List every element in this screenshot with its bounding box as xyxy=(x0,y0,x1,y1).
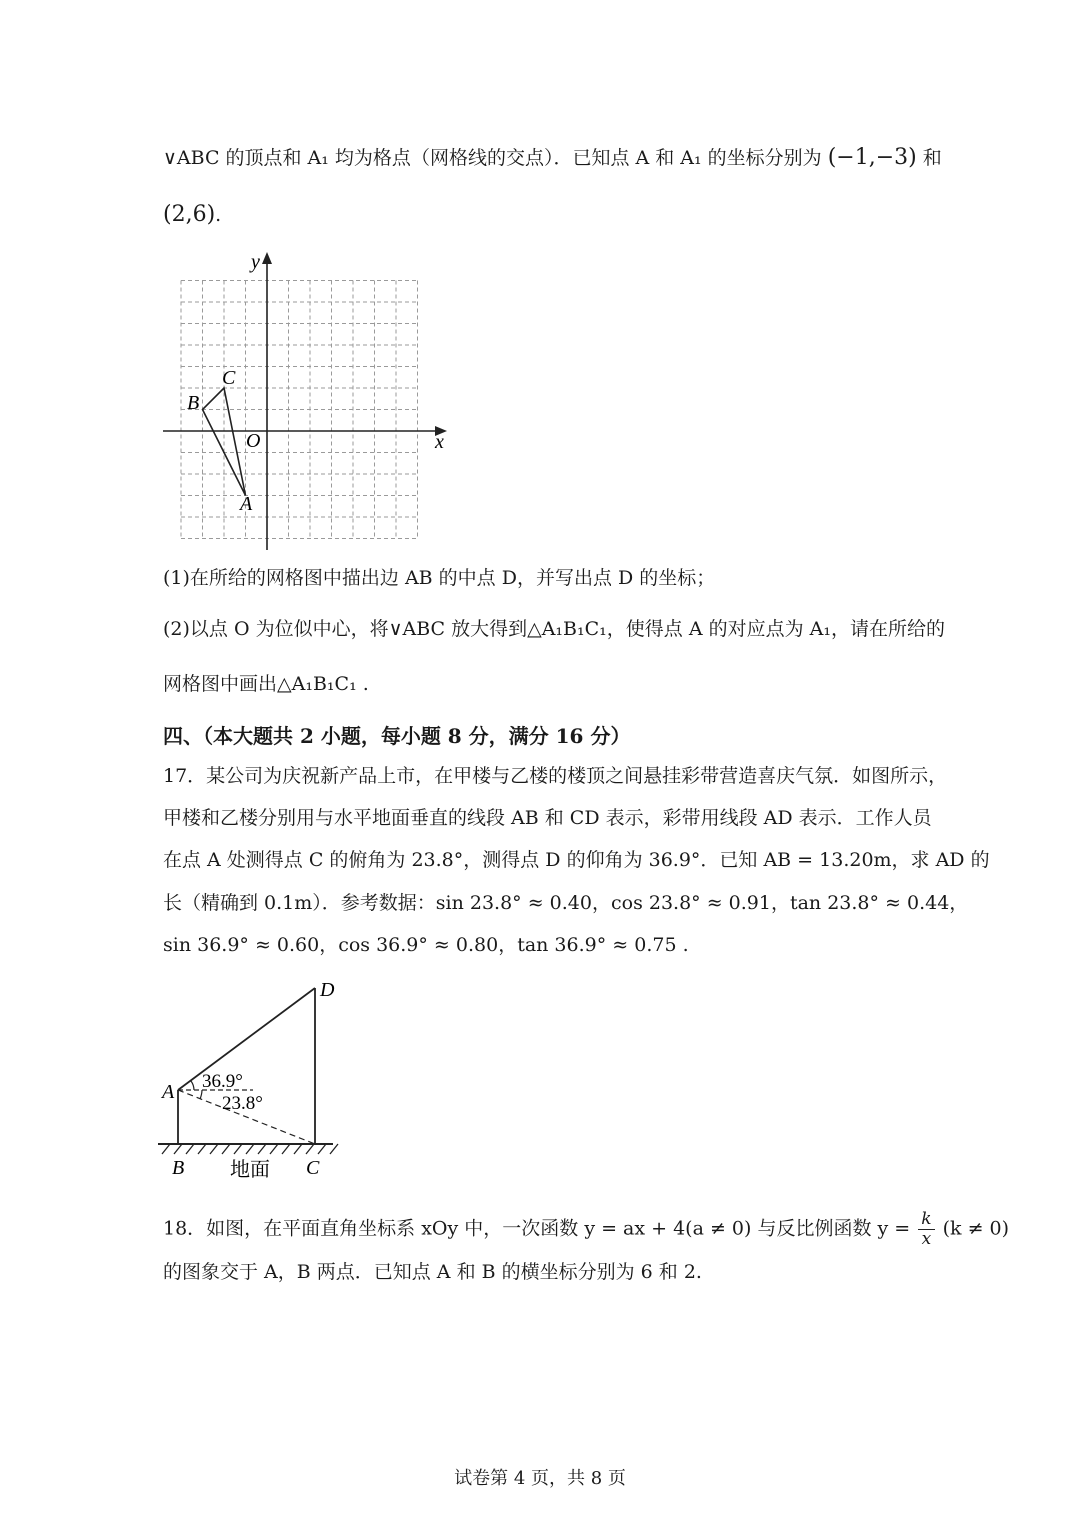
q16-part1: (1)在所给的网格图中描出边 AB 的中点 D，并写出点 D 的坐标； xyxy=(163,567,716,589)
angle-label-down: 23.8° xyxy=(222,1093,263,1114)
hatch-mark xyxy=(222,1144,230,1154)
point-label-c: C xyxy=(222,367,236,389)
q16-part2-b: 网格图中画出△A₁B₁C₁ . xyxy=(163,673,369,695)
label-b: B xyxy=(172,1157,185,1178)
section-heading: 四、（本大题共 2 小题，每小题 8 分，满分 16 分） xyxy=(163,724,631,748)
intro-text: ∨ABC 的顶点和 A₁ 均为格点（网格线的交点）．已知点 A 和 A₁ 的坐标分别为 xyxy=(163,147,822,169)
q18-text-b: (k ≠ 0) xyxy=(942,1217,1010,1240)
angle-label-up: 36.9° xyxy=(202,1071,243,1092)
hatch-mark xyxy=(174,1144,182,1154)
hatch-mark xyxy=(330,1144,338,1154)
point-label-b: B xyxy=(187,392,200,414)
hatch-mark xyxy=(306,1144,314,1154)
intro-and: 和 xyxy=(922,147,942,169)
q16-part2-a: (2)以点 O 为位似中心，将∨ABC 放大得到△A₁B₁C₁，使得点 A 的对应点为 A₁，请在所给的 xyxy=(163,618,945,640)
q17-line-2: 甲楼和乙楼分别用与水平地面垂直的线段 AB 和 CD 表示，彩带用线段 AD 表示．工作人员 xyxy=(163,807,932,829)
hatch-mark xyxy=(210,1144,218,1154)
hatch-mark xyxy=(198,1144,206,1154)
ground-hatching xyxy=(158,1144,338,1154)
hatch-mark xyxy=(162,1144,170,1154)
label-c: C xyxy=(306,1157,320,1178)
hatch-mark xyxy=(246,1144,254,1154)
hatch-mark xyxy=(318,1144,326,1154)
hatch-mark xyxy=(258,1144,266,1154)
intro-line-2 xyxy=(163,203,221,227)
q18-line-1 xyxy=(163,1210,1009,1249)
label-d: D xyxy=(320,979,335,1001)
fraction-numerator: k xyxy=(918,1210,934,1230)
fraction xyxy=(918,1210,934,1249)
label-a: A xyxy=(162,1081,175,1103)
point-label-a: A xyxy=(240,493,253,515)
label-ground: 地面 xyxy=(230,1159,270,1178)
coord-a1: (2,6) xyxy=(163,202,216,227)
grid-figure xyxy=(155,248,455,558)
axis-label-x: x xyxy=(435,431,444,453)
hatch-mark xyxy=(234,1144,242,1154)
building-figure xyxy=(158,978,358,1178)
origin-label: O xyxy=(246,430,261,452)
q18-line-2: 的图象交于 A，B 两点．已知点 A 和 B 的横坐标分别为 6 和 2. xyxy=(163,1261,702,1283)
intro-line-1 xyxy=(163,146,942,170)
q17-line-5: sin 36.9° ≈ 0.60，cos 36.9° ≈ 0.80，tan 36.9° ≈ 0.75 . xyxy=(163,934,689,956)
page-footer: 试卷第 4 页，共 8 页 xyxy=(454,1468,626,1489)
q18-text-a: 18．如图，在平面直角坐标系 xOy 中，一次函数 y = ax + 4(a ≠ 0) 与反比例函数 y = xyxy=(163,1217,911,1240)
coord-a: (−1,−3) xyxy=(827,145,917,170)
ribbon-ad xyxy=(178,988,315,1090)
intro-period: . xyxy=(215,204,222,226)
axis-label-y: y xyxy=(251,251,260,273)
y-axis-arrow xyxy=(262,252,272,264)
hatch-mark xyxy=(186,1144,194,1154)
angle-arc-up xyxy=(191,1081,194,1090)
fraction-denominator: x xyxy=(921,1229,932,1249)
hatch-mark xyxy=(282,1144,290,1154)
q17-line-1: 17．某公司为庆祝新产品上市，在甲楼与乙楼的楼顶之间悬挂彩带营造喜庆气氛．如图所示， xyxy=(163,765,948,787)
q17-line-3: 在点 A 处测得点 C 的俯角为 23.8°，测得点 D 的仰角为 36.9°．已知 AB = 13.20m，求 AD 的 xyxy=(163,849,990,871)
q17-line-4: 长（精确到 0.1m）．参考数据：sin 23.8° ≈ 0.40，cos 23.8° ≈ 0.91，tan 23.8° ≈ 0.44， xyxy=(163,892,969,914)
grid-lines xyxy=(181,281,418,539)
hatch-mark xyxy=(294,1144,302,1154)
hatch-mark xyxy=(270,1144,278,1154)
